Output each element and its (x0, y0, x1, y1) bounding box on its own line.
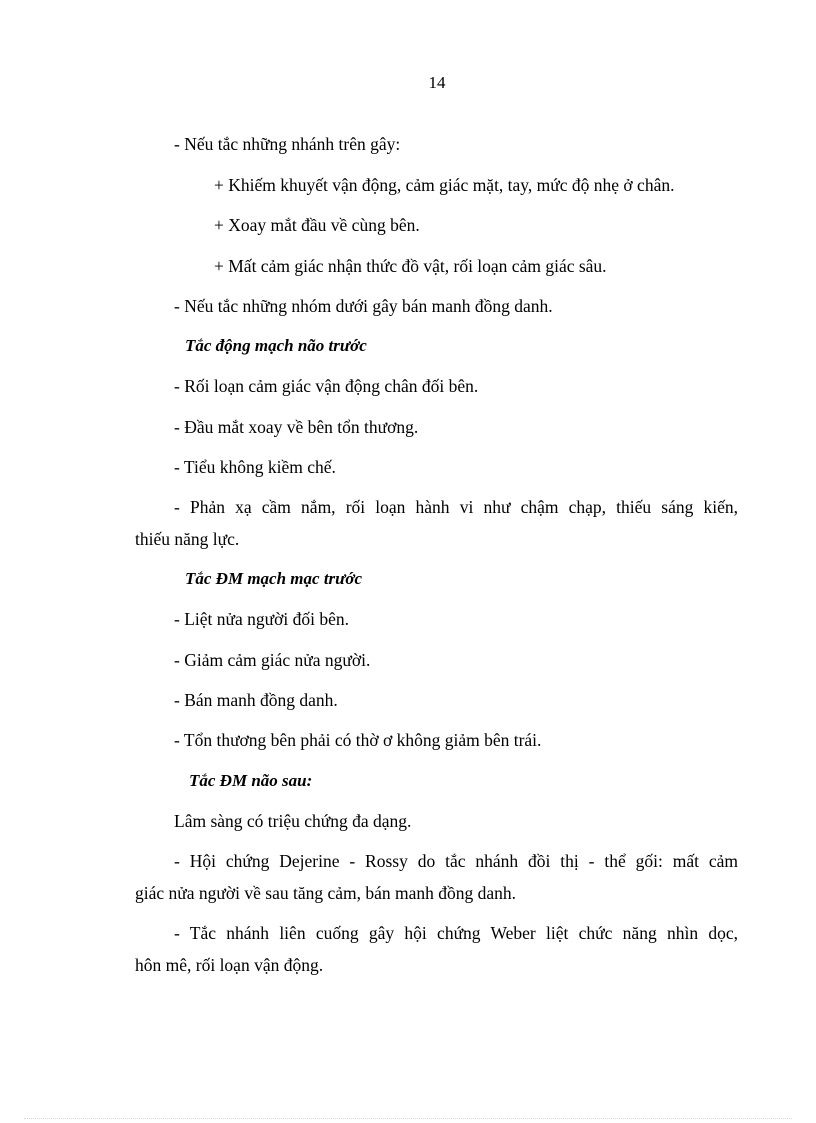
text-line: - Tiểu không kiềm chế. (174, 457, 336, 477)
section-heading: Tắc ĐM mạch mạc trước (185, 569, 363, 588)
text-line: - Tổn thương bên phải có thờ ơ không giảm bên trái. (174, 730, 542, 750)
text-line: - Hội chứng Dejerine - Rossy do tắc nhánh đồi thị - thể gối: mất cảm (174, 851, 738, 871)
text-line: - Giảm cảm giác nửa người. (174, 650, 371, 670)
text-line: - Liệt nửa người đối bên. (174, 609, 349, 629)
text-line: - Đầu mắt xoay về bên tổn thương. (174, 417, 419, 437)
text-line: - Bán manh đồng danh. (174, 690, 338, 710)
text-line: - Rối loạn cảm giác vận động chân đối bên. (174, 376, 479, 396)
text-line: Lâm sàng có triệu chứng đa dạng. (174, 811, 412, 831)
page-number: 14 (428, 73, 446, 92)
text-line: + Xoay mắt đầu về cùng bên. (214, 215, 420, 235)
page-bottom-divider (24, 1118, 792, 1119)
text-line: - Nếu tắc những nhóm dưới gây bán manh đồng danh. (174, 296, 553, 316)
section-heading: Tắc động mạch não trước (185, 336, 367, 355)
text-line: - Tắc nhánh liên cuống gây hội chứng Weber liệt chức năng nhìn dọc, (174, 923, 738, 943)
text-line: + Mất cảm giác nhận thức đồ vật, rối loạn cảm giác sâu. (214, 256, 607, 276)
text-line: - Phản xạ cầm nắm, rối loạn hành vi như chậm chạp, thiếu sáng kiến, (174, 497, 738, 517)
text-line: hôn mê, rối loạn vận động. (135, 955, 324, 975)
text-line: - Nếu tắc những nhánh trên gây: (174, 134, 401, 154)
section-heading: Tắc ĐM não sau: (189, 771, 313, 790)
text-line: thiếu năng lực. (135, 529, 240, 549)
text-line: giác nửa người về sau tăng cảm, bán manh đồng danh. (135, 883, 517, 903)
text-line: + Khiếm khuyết vận động, cảm giác mặt, tay, mức độ nhẹ ở chân. (214, 175, 675, 195)
